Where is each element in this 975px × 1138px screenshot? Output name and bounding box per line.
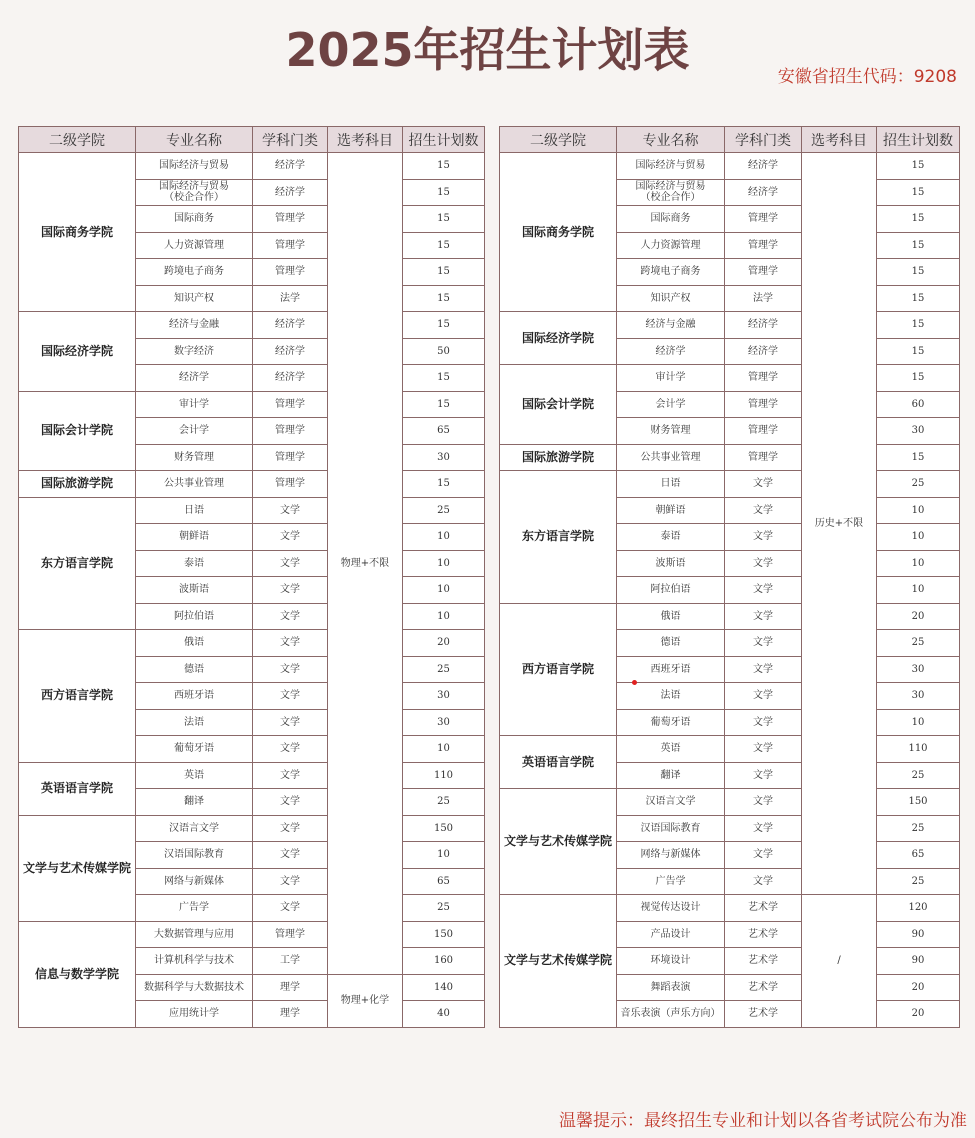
plan-count: 25 (877, 471, 960, 498)
subject-category: 文学 (725, 736, 802, 763)
major-name: 汉语言文学 (136, 815, 253, 842)
major-name: 网络与新媒体 (617, 842, 725, 869)
left-plan-table (18, 126, 485, 1028)
header-plan: 招生计划数 (403, 127, 485, 153)
major-name: 广告学 (617, 868, 725, 895)
major-name: 翻译 (617, 762, 725, 789)
footer-tip: 温馨提示：最终招生专业和计划以各省考试院公布为准 (559, 1111, 967, 1131)
major-name: 汉语国际教育 (136, 842, 253, 869)
plan-count: 20 (877, 1001, 960, 1028)
plan-count: 15 (403, 312, 485, 339)
major-name: 知识产权 (136, 285, 253, 312)
plan-count: 120 (877, 895, 960, 922)
plan-count: 25 (877, 762, 960, 789)
major-name: 产品设计 (617, 921, 725, 948)
subject-category: 管理学 (725, 259, 802, 286)
plan-count: 10 (403, 736, 485, 763)
college-name: 文学与艺术传媒学院 (500, 895, 617, 1028)
plan-count: 15 (877, 338, 960, 365)
major-name: 计算机科学与技术 (136, 948, 253, 975)
plan-count: 65 (403, 868, 485, 895)
plan-count: 10 (877, 709, 960, 736)
table-row (500, 365, 960, 392)
plan-count: 25 (403, 656, 485, 683)
table-row (500, 603, 960, 630)
college-name: 国际经济学院 (500, 312, 617, 365)
college-name: 国际会计学院 (19, 391, 136, 471)
major-name: 大数据管理与应用 (136, 921, 253, 948)
plan-count: 15 (403, 179, 485, 206)
plan-count: 65 (403, 418, 485, 445)
plan-count: 50 (403, 338, 485, 365)
subject-category: 文学 (253, 762, 328, 789)
plan-count: 15 (877, 312, 960, 339)
plan-count: 15 (877, 206, 960, 233)
major-name: 波斯语 (617, 550, 725, 577)
elective-subjects: / (802, 895, 877, 1028)
table-row (19, 391, 485, 418)
plan-count: 30 (403, 444, 485, 471)
table-row (500, 789, 960, 816)
plan-count: 15 (877, 285, 960, 312)
subject-category: 文学 (253, 550, 328, 577)
admission-code: 安徽省招生代码：9208 (777, 67, 957, 87)
plan-count: 15 (877, 444, 960, 471)
subject-category: 经济学 (253, 153, 328, 180)
plan-count: 15 (403, 285, 485, 312)
college-name: 英语语言学院 (19, 762, 136, 815)
plan-count: 150 (403, 921, 485, 948)
subject-category: 文学 (725, 709, 802, 736)
plan-count: 10 (403, 524, 485, 551)
plan-count: 25 (403, 895, 485, 922)
major-name: 波斯语 (136, 577, 253, 604)
plan-count: 30 (877, 656, 960, 683)
major-name: 英语 (617, 736, 725, 763)
major-name: 朝鲜语 (136, 524, 253, 551)
plan-count: 25 (877, 630, 960, 657)
plan-count: 30 (877, 683, 960, 710)
subject-category: 管理学 (725, 444, 802, 471)
subject-category: 文学 (725, 550, 802, 577)
subject-category: 文学 (253, 868, 328, 895)
subject-category: 管理学 (253, 206, 328, 233)
subject-category: 文学 (725, 683, 802, 710)
college-name: 国际商务学院 (500, 153, 617, 312)
subject-category: 文学 (253, 815, 328, 842)
plan-count: 15 (403, 471, 485, 498)
college-name: 英语语言学院 (500, 736, 617, 789)
subject-category: 理学 (253, 1001, 328, 1028)
major-name: 西班牙语 (136, 683, 253, 710)
plan-count: 15 (877, 232, 960, 259)
plan-count: 25 (877, 868, 960, 895)
subject-category: 文学 (253, 524, 328, 551)
subject-category: 文学 (725, 577, 802, 604)
subject-category: 文学 (725, 789, 802, 816)
subject-category: 文学 (253, 630, 328, 657)
college-name: 西方语言学院 (19, 630, 136, 763)
plan-count: 15 (403, 259, 485, 286)
major-name: 审计学 (136, 391, 253, 418)
major-name: 跨境电子商务 (136, 259, 253, 286)
major-name: 舞蹈表演 (617, 974, 725, 1001)
plan-count: 65 (877, 842, 960, 869)
subject-category: 文学 (253, 683, 328, 710)
college-name: 国际旅游学院 (500, 444, 617, 471)
subject-category: 艺术学 (725, 948, 802, 975)
table-row (500, 895, 960, 922)
subject-category: 管理学 (253, 259, 328, 286)
red-dot-mark (632, 680, 637, 685)
plan-count: 10 (877, 550, 960, 577)
major-name: 会计学 (617, 391, 725, 418)
major-name: 经济与金融 (617, 312, 725, 339)
major-name: 国际商务 (617, 206, 725, 233)
plan-count: 10 (877, 524, 960, 551)
major-name: 葡萄牙语 (617, 709, 725, 736)
subject-category: 管理学 (725, 206, 802, 233)
plan-count: 15 (403, 206, 485, 233)
subject-category: 文学 (253, 842, 328, 869)
subject-category: 经济学 (253, 338, 328, 365)
major-name: 日语 (617, 471, 725, 498)
major-name: 汉语言文学 (617, 789, 725, 816)
subject-category: 文学 (725, 656, 802, 683)
major-name: 国际商务 (136, 206, 253, 233)
major-name: 公共事业管理 (617, 444, 725, 471)
subject-category: 经济学 (725, 338, 802, 365)
major-name: 经济与金融 (136, 312, 253, 339)
major-name: 泰语 (617, 524, 725, 551)
plan-count: 20 (403, 630, 485, 657)
subject-category: 理学 (253, 974, 328, 1001)
subject-category: 文学 (725, 630, 802, 657)
plan-count: 90 (877, 948, 960, 975)
major-name: 朝鲜语 (617, 497, 725, 524)
plan-count: 30 (403, 683, 485, 710)
subject-category: 文学 (253, 736, 328, 763)
subject-category: 文学 (253, 497, 328, 524)
college-name: 国际商务学院 (19, 153, 136, 312)
major-name: 跨境电子商务 (617, 259, 725, 286)
subject-category: 法学 (725, 285, 802, 312)
plan-count: 15 (877, 153, 960, 180)
subject-category: 文学 (253, 603, 328, 630)
major-name: 英语 (136, 762, 253, 789)
major-name: 人力资源管理 (617, 232, 725, 259)
plan-count: 20 (877, 974, 960, 1001)
plan-count: 15 (877, 259, 960, 286)
subject-category: 法学 (253, 285, 328, 312)
major-name: 阿拉伯语 (136, 603, 253, 630)
college-name: 信息与数学学院 (19, 921, 136, 1027)
table-row (19, 630, 485, 657)
major-name: 数据科学与大数据技术 (136, 974, 253, 1001)
plan-count: 15 (877, 179, 960, 206)
major-name: 国际经济与贸易 （校企合作） (136, 179, 253, 206)
subject-category: 管理学 (253, 444, 328, 471)
plan-count: 15 (403, 365, 485, 392)
plan-count: 15 (403, 391, 485, 418)
plan-count: 25 (403, 497, 485, 524)
subject-category: 文学 (253, 895, 328, 922)
subject-category: 艺术学 (725, 1001, 802, 1028)
elective-subjects: 物理+化学 (328, 974, 403, 1027)
college-name: 国际旅游学院 (19, 471, 136, 498)
table-row (500, 153, 960, 180)
major-name: 广告学 (136, 895, 253, 922)
subject-category: 管理学 (725, 418, 802, 445)
major-name: 俄语 (136, 630, 253, 657)
college-name: 文学与艺术传媒学院 (500, 789, 617, 895)
college-name: 国际会计学院 (500, 365, 617, 445)
header-major: 专业名称 (617, 127, 725, 153)
plan-count: 60 (877, 391, 960, 418)
plan-count: 150 (877, 789, 960, 816)
major-name: 环境设计 (617, 948, 725, 975)
plan-count: 10 (403, 550, 485, 577)
major-name: 汉语国际教育 (617, 815, 725, 842)
plan-count: 150 (403, 815, 485, 842)
major-name: 翻译 (136, 789, 253, 816)
subject-category: 文学 (253, 789, 328, 816)
subject-category: 经济学 (725, 153, 802, 180)
college-name: 西方语言学院 (500, 603, 617, 736)
subject-category: 文学 (725, 524, 802, 551)
subject-category: 文学 (725, 603, 802, 630)
college-name: 东方语言学院 (500, 471, 617, 604)
plan-count: 110 (877, 736, 960, 763)
subject-category: 管理学 (253, 471, 328, 498)
major-name: 审计学 (617, 365, 725, 392)
table-row (500, 312, 960, 339)
subject-category: 工学 (253, 948, 328, 975)
subject-category: 文学 (725, 762, 802, 789)
plan-count: 40 (403, 1001, 485, 1028)
elective-subjects: 历史+不限 (802, 153, 877, 895)
subject-category: 经济学 (253, 365, 328, 392)
plan-count: 10 (403, 842, 485, 869)
major-name: 国际经济与贸易 (136, 153, 253, 180)
elective-subjects: 物理+不限 (328, 153, 403, 975)
plan-count: 90 (877, 921, 960, 948)
subject-category: 经济学 (253, 179, 328, 206)
table-row (500, 471, 960, 498)
table-row (500, 736, 960, 763)
plan-count: 160 (403, 948, 485, 975)
plan-count: 10 (877, 497, 960, 524)
major-name: 财务管理 (617, 418, 725, 445)
plan-count: 10 (403, 603, 485, 630)
header-category: 学科门类 (253, 127, 328, 153)
plan-count: 15 (403, 232, 485, 259)
major-name: 视觉传达设计 (617, 895, 725, 922)
subject-category: 文学 (725, 471, 802, 498)
major-name: 经济学 (136, 365, 253, 392)
header-category: 学科门类 (725, 127, 802, 153)
plan-count: 110 (403, 762, 485, 789)
subject-category: 管理学 (725, 365, 802, 392)
subject-category: 文学 (725, 497, 802, 524)
plan-count: 10 (403, 577, 485, 604)
plan-count: 140 (403, 974, 485, 1001)
plan-count: 15 (403, 153, 485, 180)
subject-category: 文学 (253, 577, 328, 604)
subject-category: 艺术学 (725, 921, 802, 948)
table-row (19, 312, 485, 339)
subject-category: 文学 (253, 656, 328, 683)
table-row (19, 762, 485, 789)
header-college: 二级学院 (500, 127, 617, 153)
subject-category: 艺术学 (725, 895, 802, 922)
major-name: 音乐表演（声乐方向） (617, 1001, 725, 1028)
major-name: 人力资源管理 (136, 232, 253, 259)
major-name: 知识产权 (617, 285, 725, 312)
major-name: 网络与新媒体 (136, 868, 253, 895)
plan-count: 30 (403, 709, 485, 736)
major-name: 德语 (136, 656, 253, 683)
subject-category: 管理学 (253, 232, 328, 259)
subject-category: 艺术学 (725, 974, 802, 1001)
major-name: 国际经济与贸易 (617, 153, 725, 180)
page-title: 2025年招生计划表 (285, 23, 690, 77)
major-name: 阿拉伯语 (617, 577, 725, 604)
major-name: 数字经济 (136, 338, 253, 365)
subject-category: 文学 (253, 709, 328, 736)
subject-category: 文学 (725, 868, 802, 895)
major-name: 德语 (617, 630, 725, 657)
major-name: 应用统计学 (136, 1001, 253, 1028)
table-row (19, 153, 485, 180)
subject-category: 管理学 (725, 232, 802, 259)
major-name: 财务管理 (136, 444, 253, 471)
header-plan: 招生计划数 (877, 127, 960, 153)
table-row (19, 497, 485, 524)
subject-category: 文学 (725, 842, 802, 869)
major-name: 法语 (617, 683, 725, 710)
table-row (19, 815, 485, 842)
plan-count: 15 (877, 365, 960, 392)
major-name: 法语 (136, 709, 253, 736)
header-subjects: 选考科目 (328, 127, 403, 153)
subject-category: 经济学 (725, 179, 802, 206)
major-name: 经济学 (617, 338, 725, 365)
table-row (19, 471, 485, 498)
major-name: 葡萄牙语 (136, 736, 253, 763)
college-name: 东方语言学院 (19, 497, 136, 630)
subject-category: 管理学 (725, 391, 802, 418)
plan-count: 30 (877, 418, 960, 445)
header-college: 二级学院 (19, 127, 136, 153)
major-name: 公共事业管理 (136, 471, 253, 498)
subject-category: 管理学 (253, 921, 328, 948)
right-plan-table (499, 126, 960, 1028)
college-name: 文学与艺术传媒学院 (19, 815, 136, 921)
subject-category: 管理学 (253, 391, 328, 418)
subject-category: 文学 (725, 815, 802, 842)
major-name: 会计学 (136, 418, 253, 445)
header-subjects: 选考科目 (802, 127, 877, 153)
subject-category: 管理学 (253, 418, 328, 445)
header-major: 专业名称 (136, 127, 253, 153)
major-name: 西班牙语 (617, 656, 725, 683)
college-name: 国际经济学院 (19, 312, 136, 392)
major-name: 日语 (136, 497, 253, 524)
major-name: 国际经济与贸易 （校企合作） (617, 179, 725, 206)
plan-count: 10 (877, 577, 960, 604)
table-row (500, 444, 960, 471)
plan-count: 25 (403, 789, 485, 816)
table-row (19, 921, 485, 948)
subject-category: 经济学 (253, 312, 328, 339)
plan-count: 25 (877, 815, 960, 842)
subject-category: 经济学 (725, 312, 802, 339)
major-name: 俄语 (617, 603, 725, 630)
major-name: 泰语 (136, 550, 253, 577)
plan-count: 20 (877, 603, 960, 630)
